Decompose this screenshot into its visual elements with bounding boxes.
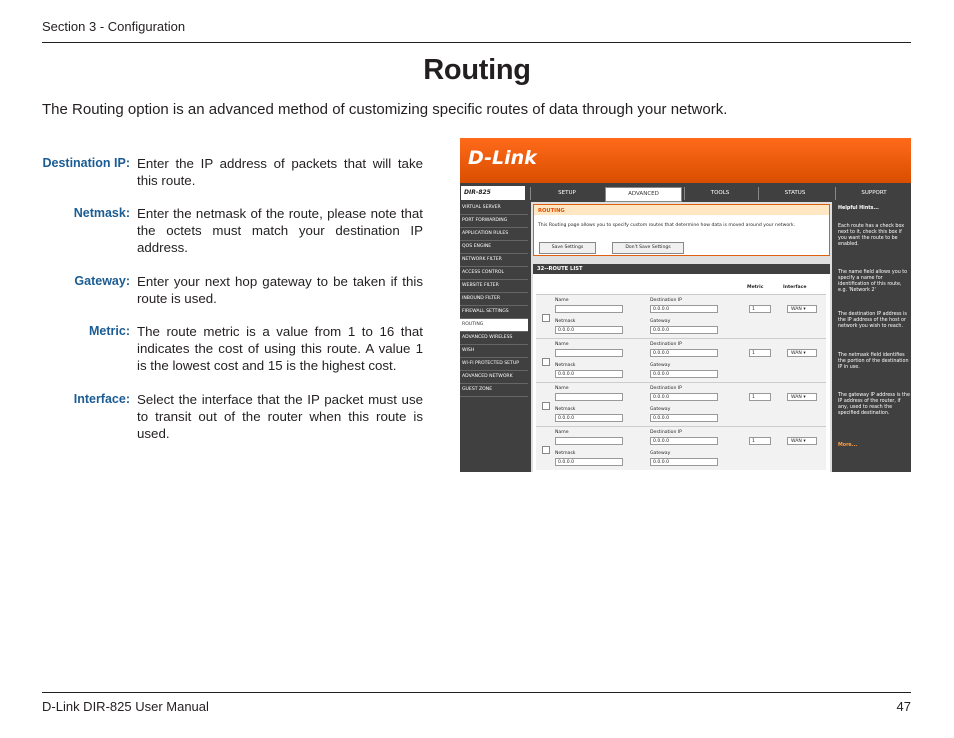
metric-input[interactable]: 1 [749,393,771,401]
route-row [536,294,826,338]
route-list-heading: 32--ROUTE LIST [537,266,583,272]
footer-rule [42,692,911,693]
section-header: Section 3 - Configuration [42,19,186,34]
metric-input[interactable]: 1 [749,305,771,313]
route-row [536,426,826,470]
term-gateway: Gateway: [74,274,130,288]
netmask-input[interactable]: 0.0.0.0 [555,326,623,334]
menu-network-filter[interactable]: NETWORK FILTER [460,254,528,267]
side-menu [460,202,528,397]
menu-routing[interactable]: ROUTING [460,319,528,332]
menu-advanced-network[interactable]: ADVANCED NETWORK [460,371,528,384]
netmask-label: Netmask [555,319,576,324]
metric-input[interactable]: 1 [749,349,771,357]
term-metric: Metric: [89,324,130,338]
desc-interface: Select the interface that the IP packet must use to transit out of the router when this route is used. [137,392,423,441]
name-label: Name [555,386,569,391]
help-sidebar [835,202,911,472]
netmask-label: Netmask [555,407,576,412]
desc-destination-ip: Enter the IP address of packets that will take this route. [137,156,423,188]
menu-guest-zone[interactable]: GUEST ZONE [460,384,528,397]
menu-firewall-settings[interactable]: FIREWALL SETTINGS [460,306,528,319]
gateway-label: Gateway [650,451,671,456]
menu-advanced-wireless[interactable]: ADVANCED WIRELESS [460,332,528,345]
tab-advanced[interactable]: ADVANCED [605,187,682,202]
netmask-input[interactable]: 0.0.0.0 [555,414,623,422]
name-input[interactable] [555,437,623,445]
help-checkbox: Each route has a check box next to it, check this box if you want the route to be enabled. [838,224,905,247]
gateway-input[interactable]: 0.0.0.0 [650,326,718,334]
tab-setup[interactable]: SETUP [530,187,603,200]
metric-input[interactable]: 1 [749,437,771,445]
gateway-label: Gateway [650,363,671,368]
route-enable-checkbox[interactable] [542,446,550,454]
menu-wifi-protected-setup[interactable]: WI-FI PROTECTED SETUP [460,358,528,371]
tab-status[interactable]: STATUS [758,187,831,200]
interface-column-header: Interface [783,285,807,290]
interface-value: WAN [791,307,802,312]
route-list-section [533,264,830,472]
name-label: Name [555,430,569,435]
save-settings-button[interactable]: Save Settings [539,242,596,254]
router-screenshot [460,138,911,472]
page-title: Routing [423,54,531,86]
route-enable-checkbox[interactable] [542,402,550,410]
route-enable-checkbox[interactable] [542,314,550,322]
menu-wish[interactable]: WISH [460,345,528,358]
interface-select[interactable]: WAN ▾ [787,437,817,445]
menu-access-control[interactable]: ACCESS CONTROL [460,267,528,280]
help-title: Helpful Hints... [838,206,879,211]
destination-ip-input[interactable]: 0.0.0.0 [650,305,718,313]
menu-port-forwarding[interactable]: PORT FORWARDING [460,215,528,228]
destination-ip-label: Destination IP [650,430,682,435]
tab-tools[interactable]: TOOLS [684,187,755,200]
name-label: Name [555,298,569,303]
interface-select[interactable]: WAN ▾ [787,305,817,313]
gateway-label: Gateway [650,319,671,324]
dlink-logo: D-Link [468,147,537,169]
desc-gateway: Enter your next hop gateway to be taken if this route is used. [137,274,423,306]
netmask-input[interactable]: 0.0.0.0 [555,458,623,466]
more-link[interactable]: More... [838,443,858,448]
intro-text: The Routing option is an advanced method of customizing specific routes of data through your network. [42,101,728,118]
dont-save-button[interactable]: Don't Save Settings [612,242,684,254]
routing-description: This Routing page allows you to specify custom routes that determine how data is moved around your network. [538,223,796,228]
route-row [536,382,826,426]
destination-ip-label: Destination IP [650,342,682,347]
destination-ip-input[interactable]: 0.0.0.0 [650,349,718,357]
interface-value: WAN [791,439,802,444]
destination-ip-label: Destination IP [650,386,682,391]
name-label: Name [555,342,569,347]
destination-ip-input[interactable]: 0.0.0.0 [650,393,718,401]
name-input[interactable] [555,349,623,357]
tab-support[interactable]: SUPPORT [835,187,911,200]
help-gateway: The gateway IP address is the IP address of the router, if any, used to reach the specified destination. [838,393,910,416]
routing-heading: ROUTING [538,208,565,214]
destination-ip-input[interactable]: 0.0.0.0 [650,437,718,445]
destination-ip-label: Destination IP [650,298,682,303]
gateway-input[interactable]: 0.0.0.0 [650,414,718,422]
netmask-label: Netmask [555,363,576,368]
name-input[interactable] [555,393,623,401]
interface-value: WAN [791,395,802,400]
gateway-input[interactable]: 0.0.0.0 [650,370,718,378]
help-netmask: The netmask field identifies the portion of the destination IP in use. [838,353,909,370]
name-input[interactable] [555,305,623,313]
menu-inbound-filter[interactable]: INBOUND FILTER [460,293,528,306]
menu-virtual-server[interactable]: VIRTUAL SERVER [460,202,528,215]
route-row [536,338,826,382]
netmask-input[interactable]: 0.0.0.0 [555,370,623,378]
main-panel [531,202,832,472]
menu-website-filter[interactable]: WEBSITE FILTER [460,280,528,293]
term-netmask: Netmask: [73,206,130,220]
help-destination: The destination IP address is the IP address of the host or network you wish to reach. [838,312,907,329]
metric-column-header: Metric [747,285,764,290]
dlink-banner [460,138,911,183]
routing-section [533,204,830,256]
desc-metric: The route metric is a value from 1 to 16 that indicates the cost of using this route. A value 1 is the lowest cost and 15 is the highest cost. [137,324,423,373]
desc-netmask: Enter the netmask of the route, please note that the octets must match your destination IP address. [137,206,423,255]
help-name: The name field allows you to specify a name for identification of this route, e.g. 'Network 2' [838,270,908,293]
model-label: DIR-825 [461,186,525,200]
menu-qos-engine[interactable]: QOS ENGINE [460,241,528,254]
term-interface: Interface: [73,392,130,406]
term-destination-ip: Destination IP: [42,156,130,170]
interface-select[interactable]: WAN ▾ [787,349,817,357]
gateway-input[interactable]: 0.0.0.0 [650,458,718,466]
footer-manual-title: D-Link DIR-825 User Manual [42,699,209,714]
interface-value: WAN [791,351,802,356]
gateway-label: Gateway [650,407,671,412]
menu-application-rules[interactable]: APPLICATION RULES [460,228,528,241]
header-rule [42,42,911,43]
page-number: 47 [896,699,911,714]
netmask-label: Netmask [555,451,576,456]
interface-select[interactable]: WAN ▾ [787,393,817,401]
route-enable-checkbox[interactable] [542,358,550,366]
